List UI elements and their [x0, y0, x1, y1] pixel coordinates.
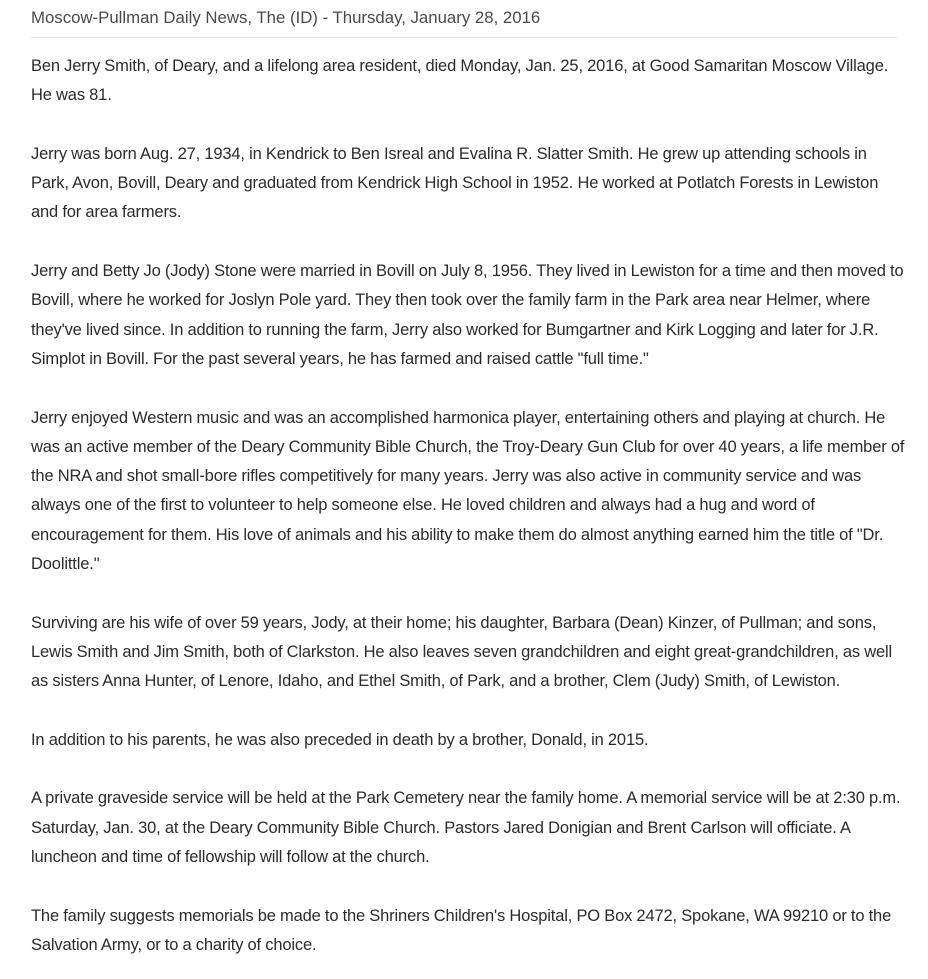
- paragraph-services: A private graveside service will be held at the Park Cemetery near the family home. A memorial service will be at 2:30 p.m. Saturday, Jan. 30, at the Deary Community Bible Church. Pastors Jared Donigian and Brent Carlson will officiate. A luncheon and time of fellowship will follow at the church.: [31, 789, 901, 867]
- divider: [31, 37, 897, 38]
- paragraph-memorials: The family suggests memorials be made to the Shriners Children's Hospital, PO Box 2472, Spokane, WA 99210 or to the Salvation Army, or to a charity of choice.: [31, 906, 892, 954]
- paragraph-death-notice: Ben Jerry Smith, of Deary, and a lifelong area resident, died Monday, Jan. 25, 2016, at Good Samaritan Moscow Village. He was 81.: [31, 57, 889, 105]
- paragraph-preceded: In addition to his parents, he was also preceded in death by a brother, Donald, in 2015.: [31, 730, 649, 749]
- article-body: [31, 52, 908, 960]
- paragraph-interests: Jerry enjoyed Western music and was an accomplished harmonica player, entertaining others and playing at church. He was an active member of the Deary Community Bible Church, the Troy-Deary Gun Club for over 40 years, a life member of the NRA and shot small-bore rifles competitively for many years. Jerry was also active in community service and was always one of the first to volunteer to help someone else. He loved children and always had a hug and word of encouragement for them. His love of animals and his ability to make them do almost anything earned him the title of "Dr. Doolittle.": [31, 408, 905, 574]
- source-line: Moscow-Pullman Daily News, The (ID) - Thursday, January 28, 2016: [31, 8, 541, 27]
- paragraph-early-life: Jerry was born Aug. 27, 1934, in Kendrick to Ben Isreal and Evalina R. Slatter Smith. He grew up attending schools in Park, Avon, Bovill, Deary and graduated from Kendrick High School in 1952. He worked at Potlatch Forests in Lewiston and for area farmers.: [31, 144, 879, 222]
- paragraph-marriage: Jerry and Betty Jo (Jody) Stone were married in Bovill on July 8, 1956. They lived in Lewiston for a time and then moved to Bovill, where he worked for Joslyn Pole yard. They then took over the family farm in the Park area near Helmer, where they've lived since. In addition to running the farm, Jerry also worked for Bumgartner and Kirk Logging and later for J.R. Simplot in Bovill. For the past several years, he has farmed and raised cattle "full time.": [31, 262, 904, 368]
- paragraph-survivors: Surviving are his wife of over 59 years, Jody, at their home; his daughter, Barbara (Dean) Kinzer, of Pullman; and sons, Lewis Smith and Jim Smith, both of Clarkston. He also leaves seven grandchildren and eight great-grandchildren, as well as sisters Anna Hunter, of Lenore, Idaho, and Ethel Smith, of Park, and a brother, Clem (Judy) Smith, of Lewiston.: [31, 613, 893, 691]
